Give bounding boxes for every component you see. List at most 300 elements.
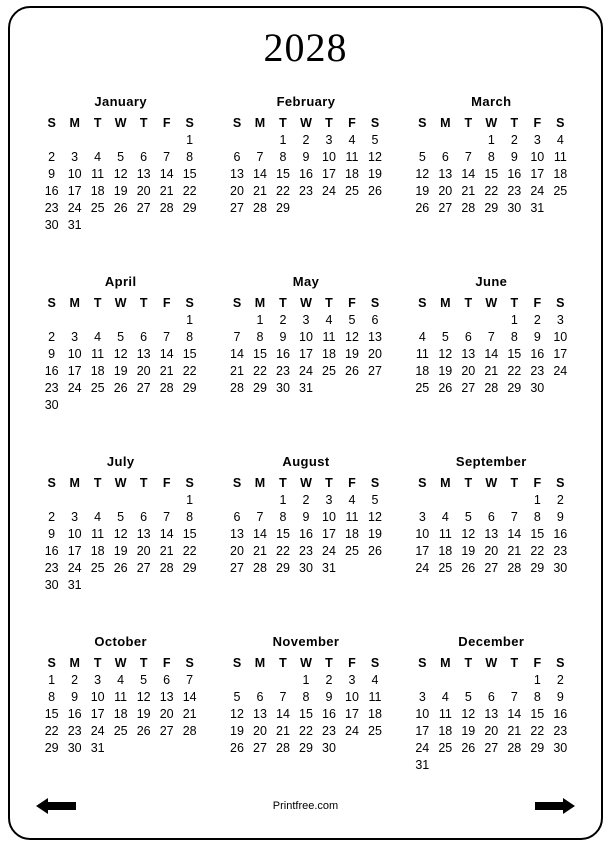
day-cell[interactable]: 10	[322, 149, 336, 164]
day-cell[interactable]: 28	[276, 740, 290, 755]
day-cell[interactable]: 8	[279, 149, 287, 164]
day-cell[interactable]: 24	[90, 723, 105, 738]
day-cell[interactable]: 3	[325, 132, 333, 147]
day-cell[interactable]: 22	[253, 363, 267, 378]
day-cell[interactable]: 5	[117, 149, 125, 164]
day-cell[interactable]: 11	[368, 689, 382, 704]
day-cell[interactable]: 28	[253, 200, 267, 215]
day-cell[interactable]: 2	[533, 312, 541, 327]
day-cell[interactable]: 18	[368, 706, 382, 721]
day-cell[interactable]: 6	[233, 509, 241, 524]
day-cell[interactable]: 6	[441, 149, 449, 164]
day-cell[interactable]: 2	[556, 672, 564, 687]
day-cell[interactable]: 1	[302, 672, 310, 687]
day-cell[interactable]: 29	[530, 560, 545, 575]
day-cell[interactable]: 14	[253, 526, 267, 541]
day-cell[interactable]: 18	[90, 543, 105, 558]
day-cell[interactable]: 23	[553, 723, 568, 738]
day-cell[interactable]: 26	[368, 183, 382, 198]
day-cell[interactable]: 13	[368, 329, 382, 344]
day-cell[interactable]: 3	[71, 149, 79, 164]
day-cell[interactable]: 8	[487, 149, 495, 164]
day-cell[interactable]: 25	[415, 380, 430, 395]
day-cell[interactable]: 7	[186, 672, 194, 687]
day-cell[interactable]: 25	[438, 740, 453, 755]
day-cell[interactable]: 5	[140, 672, 148, 687]
day-cell[interactable]: 13	[159, 689, 174, 704]
day-cell[interactable]: 7	[163, 149, 171, 164]
day-cell[interactable]: 29	[182, 560, 197, 575]
day-cell[interactable]: 22	[182, 183, 197, 198]
day-cell[interactable]: 27	[461, 380, 476, 395]
day-cell[interactable]: 16	[507, 166, 522, 181]
day-cell[interactable]: 29	[44, 740, 59, 755]
day-cell[interactable]: 24	[415, 740, 430, 755]
day-cell[interactable]: 15	[182, 526, 197, 541]
day-cell[interactable]: 18	[90, 183, 105, 198]
day-cell[interactable]: 28	[182, 723, 197, 738]
day-cell[interactable]: 31	[322, 560, 336, 575]
day-cell[interactable]: 17	[345, 706, 359, 721]
day-cell[interactable]: 21	[230, 363, 244, 378]
day-cell[interactable]: 31	[67, 577, 82, 592]
day-cell[interactable]: 4	[371, 672, 379, 687]
day-cell[interactable]: 8	[48, 689, 56, 704]
day-cell[interactable]: 11	[91, 526, 105, 541]
day-cell[interactable]: 11	[91, 346, 105, 361]
day-cell[interactable]: 23	[67, 723, 82, 738]
day-cell[interactable]: 10	[530, 149, 545, 164]
day-cell[interactable]: 11	[322, 329, 336, 344]
day-cell[interactable]: 27	[230, 200, 244, 215]
day-cell[interactable]: 21	[159, 363, 174, 378]
day-cell[interactable]: 15	[44, 706, 59, 721]
day-cell[interactable]: 27	[484, 740, 499, 755]
day-cell[interactable]: 1	[510, 312, 518, 327]
day-cell[interactable]: 22	[507, 363, 522, 378]
day-cell[interactable]: 14	[253, 166, 267, 181]
day-cell[interactable]: 2	[48, 509, 56, 524]
day-cell[interactable]: 25	[90, 200, 105, 215]
day-cell[interactable]: 13	[230, 526, 244, 541]
day-cell[interactable]: 15	[253, 346, 267, 361]
day-cell[interactable]: 9	[325, 689, 333, 704]
day-cell[interactable]: 17	[67, 543, 82, 558]
day-cell[interactable]: 26	[438, 380, 453, 395]
day-cell[interactable]: 29	[530, 740, 545, 755]
day-cell[interactable]: 17	[415, 543, 430, 558]
day-cell[interactable]: 29	[507, 380, 522, 395]
day-cell[interactable]: 22	[182, 543, 197, 558]
day-cell[interactable]: 23	[553, 543, 568, 558]
day-cell[interactable]: 17	[299, 346, 313, 361]
day-cell[interactable]: 30	[67, 740, 82, 755]
day-cell[interactable]: 28	[461, 200, 476, 215]
day-cell[interactable]: 12	[368, 149, 382, 164]
day-cell[interactable]: 22	[276, 183, 290, 198]
day-cell[interactable]: 7	[163, 329, 171, 344]
day-cell[interactable]: 12	[136, 689, 151, 704]
day-cell[interactable]: 22	[530, 543, 545, 558]
day-cell[interactable]: 20	[230, 183, 244, 198]
day-cell[interactable]: 30	[276, 380, 290, 395]
day-cell[interactable]: 30	[44, 217, 59, 232]
day-cell[interactable]: 18	[322, 346, 336, 361]
day-cell[interactable]: 30	[553, 740, 568, 755]
day-cell[interactable]: 26	[345, 363, 359, 378]
day-cell[interactable]: 6	[487, 689, 495, 704]
day-cell[interactable]: 25	[438, 560, 453, 575]
day-cell[interactable]: 11	[345, 509, 359, 524]
day-cell[interactable]: 31	[415, 757, 430, 772]
day-cell[interactable]: 16	[44, 363, 59, 378]
day-cell[interactable]: 26	[461, 740, 476, 755]
day-cell[interactable]: 14	[159, 526, 174, 541]
day-cell[interactable]: 28	[484, 380, 499, 395]
day-cell[interactable]: 21	[182, 706, 197, 721]
day-cell[interactable]: 17	[67, 183, 82, 198]
day-cell[interactable]: 7	[233, 329, 241, 344]
day-cell[interactable]: 20	[136, 363, 151, 378]
day-cell[interactable]: 7	[464, 149, 472, 164]
day-cell[interactable]: 24	[67, 560, 82, 575]
day-cell[interactable]: 15	[299, 706, 313, 721]
day-cell[interactable]: 5	[418, 149, 426, 164]
day-cell[interactable]: 8	[256, 329, 264, 344]
day-cell[interactable]: 21	[484, 363, 499, 378]
day-cell[interactable]: 6	[256, 689, 264, 704]
day-cell[interactable]: 2	[556, 492, 564, 507]
day-cell[interactable]: 19	[113, 543, 128, 558]
day-cell[interactable]: 14	[461, 166, 476, 181]
day-cell[interactable]: 30	[553, 560, 568, 575]
day-cell[interactable]: 19	[461, 723, 476, 738]
day-cell[interactable]: 13	[484, 526, 499, 541]
day-cell[interactable]: 10	[415, 706, 430, 721]
day-cell[interactable]: 27	[368, 363, 382, 378]
day-cell[interactable]: 19	[136, 706, 151, 721]
day-cell[interactable]: 30	[44, 397, 59, 412]
day-cell[interactable]: 3	[94, 672, 102, 687]
day-cell[interactable]: 14	[507, 526, 522, 541]
day-cell[interactable]: 6	[464, 329, 472, 344]
day-cell[interactable]: 13	[136, 346, 151, 361]
day-cell[interactable]: 15	[276, 526, 290, 541]
day-cell[interactable]: 26	[415, 200, 430, 215]
day-cell[interactable]: 9	[533, 329, 541, 344]
day-cell[interactable]: 15	[182, 346, 197, 361]
day-cell[interactable]: 21	[276, 723, 290, 738]
day-cell[interactable]: 4	[441, 509, 449, 524]
day-cell[interactable]: 24	[67, 380, 82, 395]
day-cell[interactable]: 13	[136, 526, 151, 541]
day-cell[interactable]: 13	[136, 166, 151, 181]
day-cell[interactable]: 12	[461, 526, 476, 541]
day-cell[interactable]: 3	[325, 492, 333, 507]
day-cell[interactable]: 18	[113, 706, 128, 721]
day-cell[interactable]: 14	[159, 166, 174, 181]
day-cell[interactable]: 16	[553, 526, 568, 541]
day-cell[interactable]: 20	[136, 183, 151, 198]
day-cell[interactable]: 8	[510, 329, 518, 344]
day-cell[interactable]: 15	[530, 706, 545, 721]
day-cell[interactable]: 5	[233, 689, 241, 704]
day-cell[interactable]: 23	[507, 183, 522, 198]
day-cell[interactable]: 6	[140, 509, 148, 524]
day-cell[interactable]: 23	[530, 363, 545, 378]
day-cell[interactable]: 2	[302, 492, 310, 507]
day-cell[interactable]: 19	[345, 346, 359, 361]
day-cell[interactable]: 10	[299, 329, 313, 344]
day-cell[interactable]: 2	[279, 312, 287, 327]
day-cell[interactable]: 4	[348, 492, 356, 507]
day-cell[interactable]: 27	[159, 723, 174, 738]
day-cell[interactable]: 12	[368, 509, 382, 524]
day-cell[interactable]: 10	[67, 166, 82, 181]
day-cell[interactable]: 11	[114, 689, 128, 704]
day-cell[interactable]: 7	[510, 689, 518, 704]
day-cell[interactable]: 5	[464, 689, 472, 704]
day-cell[interactable]: 25	[345, 183, 359, 198]
day-cell[interactable]: 19	[368, 526, 382, 541]
day-cell[interactable]: 26	[230, 740, 244, 755]
day-cell[interactable]: 10	[553, 329, 568, 344]
day-cell[interactable]: 3	[418, 689, 426, 704]
day-cell[interactable]: 15	[182, 166, 197, 181]
day-cell[interactable]: 28	[507, 560, 522, 575]
day-cell[interactable]: 8	[186, 149, 194, 164]
day-cell[interactable]: 3	[556, 312, 564, 327]
day-cell[interactable]: 23	[322, 723, 336, 738]
day-cell[interactable]: 19	[230, 723, 244, 738]
day-cell[interactable]: 25	[113, 723, 128, 738]
day-cell[interactable]: 20	[484, 723, 499, 738]
day-cell[interactable]: 6	[140, 329, 148, 344]
day-cell[interactable]: 13	[253, 706, 267, 721]
day-cell[interactable]: 3	[348, 672, 356, 687]
day-cell[interactable]: 7	[510, 509, 518, 524]
day-cell[interactable]: 20	[461, 363, 476, 378]
day-cell[interactable]: 28	[159, 200, 174, 215]
day-cell[interactable]: 3	[71, 329, 79, 344]
day-cell[interactable]: 13	[461, 346, 476, 361]
day-cell[interactable]: 2	[48, 149, 56, 164]
day-cell[interactable]: 24	[299, 363, 313, 378]
day-cell[interactable]: 29	[182, 200, 197, 215]
day-cell[interactable]: 20	[253, 723, 267, 738]
day-cell[interactable]: 26	[113, 200, 128, 215]
day-cell[interactable]: 6	[163, 672, 171, 687]
day-cell[interactable]: 12	[113, 526, 128, 541]
day-cell[interactable]: 23	[44, 380, 59, 395]
day-cell[interactable]: 3	[302, 312, 310, 327]
day-cell[interactable]: 8	[186, 509, 194, 524]
day-cell[interactable]: 21	[507, 723, 522, 738]
day-cell[interactable]: 12	[438, 346, 453, 361]
day-cell[interactable]: 25	[368, 723, 382, 738]
day-cell[interactable]: 17	[67, 363, 82, 378]
day-cell[interactable]: 13	[484, 706, 499, 721]
day-cell[interactable]: 26	[461, 560, 476, 575]
day-cell[interactable]: 1	[48, 672, 56, 687]
day-cell[interactable]: 27	[484, 560, 499, 575]
day-cell[interactable]: 16	[44, 183, 59, 198]
day-cell[interactable]: 30	[299, 560, 313, 575]
day-cell[interactable]: 24	[322, 183, 336, 198]
day-cell[interactable]: 4	[94, 509, 102, 524]
day-cell[interactable]: 8	[186, 329, 194, 344]
day-cell[interactable]: 23	[44, 560, 59, 575]
day-cell[interactable]: 19	[368, 166, 382, 181]
day-cell[interactable]: 9	[556, 689, 564, 704]
day-cell[interactable]: 29	[182, 380, 197, 395]
day-cell[interactable]: 4	[418, 329, 426, 344]
day-cell[interactable]: 29	[299, 740, 313, 755]
day-cell[interactable]: 13	[230, 166, 244, 181]
day-cell[interactable]: 3	[71, 509, 79, 524]
day-cell[interactable]: 30	[530, 380, 545, 395]
day-cell[interactable]: 2	[510, 132, 518, 147]
day-cell[interactable]: 28	[159, 560, 174, 575]
day-cell[interactable]: 12	[113, 166, 128, 181]
day-cell[interactable]: 21	[507, 543, 522, 558]
day-cell[interactable]: 5	[117, 509, 125, 524]
day-cell[interactable]: 16	[530, 346, 545, 361]
day-cell[interactable]: 25	[553, 183, 568, 198]
day-cell[interactable]: 12	[230, 706, 244, 721]
day-cell[interactable]: 3	[418, 509, 426, 524]
day-cell[interactable]: 20	[438, 183, 453, 198]
day-cell[interactable]: 22	[276, 543, 290, 558]
day-cell[interactable]: 1	[186, 492, 194, 507]
day-cell[interactable]: 19	[113, 183, 128, 198]
day-cell[interactable]: 2	[48, 329, 56, 344]
day-cell[interactable]: 30	[322, 740, 336, 755]
day-cell[interactable]: 9	[71, 689, 79, 704]
day-cell[interactable]: 5	[464, 509, 472, 524]
day-cell[interactable]: 9	[510, 149, 518, 164]
day-cell[interactable]: 22	[530, 723, 545, 738]
day-cell[interactable]: 21	[253, 543, 267, 558]
day-cell[interactable]: 14	[507, 706, 522, 721]
day-cell[interactable]: 29	[484, 200, 499, 215]
day-cell[interactable]: 1	[279, 492, 287, 507]
day-cell[interactable]: 30	[44, 577, 59, 592]
day-cell[interactable]: 24	[322, 543, 336, 558]
day-cell[interactable]: 19	[461, 543, 476, 558]
day-cell[interactable]: 29	[276, 200, 290, 215]
day-cell[interactable]: 1	[256, 312, 264, 327]
day-cell[interactable]: 26	[113, 380, 128, 395]
day-cell[interactable]: 23	[299, 183, 313, 198]
day-cell[interactable]: 17	[553, 346, 568, 361]
day-cell[interactable]: 30	[507, 200, 522, 215]
day-cell[interactable]: 18	[415, 363, 430, 378]
day-cell[interactable]: 8	[279, 509, 287, 524]
day-cell[interactable]: 9	[556, 509, 564, 524]
day-cell[interactable]: 27	[230, 560, 244, 575]
day-cell[interactable]: 21	[461, 183, 476, 198]
day-cell[interactable]: 9	[48, 526, 56, 541]
day-cell[interactable]: 14	[484, 346, 499, 361]
day-cell[interactable]: 22	[182, 363, 197, 378]
day-cell[interactable]: 15	[530, 526, 545, 541]
day-cell[interactable]: 14	[159, 346, 174, 361]
day-cell[interactable]: 14	[182, 689, 197, 704]
day-cell[interactable]: 31	[90, 740, 105, 755]
day-cell[interactable]: 31	[67, 217, 82, 232]
day-cell[interactable]: 5	[117, 329, 125, 344]
day-cell[interactable]: 1	[533, 492, 541, 507]
day-cell[interactable]: 20	[159, 706, 174, 721]
day-cell[interactable]: 15	[507, 346, 522, 361]
day-cell[interactable]: 11	[91, 166, 105, 181]
day-cell[interactable]: 15	[276, 166, 290, 181]
day-cell[interactable]: 22	[44, 723, 59, 738]
day-cell[interactable]: 31	[530, 200, 545, 215]
day-cell[interactable]: 27	[253, 740, 267, 755]
day-cell[interactable]: 26	[136, 723, 151, 738]
day-cell[interactable]: 16	[67, 706, 82, 721]
day-cell[interactable]: 11	[438, 706, 452, 721]
day-cell[interactable]: 7	[279, 689, 287, 704]
day-cell[interactable]: 23	[276, 363, 290, 378]
day-cell[interactable]: 24	[67, 200, 82, 215]
day-cell[interactable]: 9	[48, 166, 56, 181]
arrow-right-icon[interactable]	[535, 798, 575, 814]
day-cell[interactable]: 16	[44, 543, 59, 558]
day-cell[interactable]: 7	[163, 509, 171, 524]
day-cell[interactable]: 6	[371, 312, 379, 327]
day-cell[interactable]: 24	[530, 183, 545, 198]
day-cell[interactable]: 1	[279, 132, 287, 147]
day-cell[interactable]: 13	[438, 166, 453, 181]
day-cell[interactable]: 9	[302, 149, 310, 164]
day-cell[interactable]: 4	[556, 132, 564, 147]
day-cell[interactable]: 20	[368, 346, 382, 361]
day-cell[interactable]: 7	[256, 149, 264, 164]
day-cell[interactable]: 1	[186, 132, 194, 147]
day-cell[interactable]: 4	[348, 132, 356, 147]
day-cell[interactable]: 2	[302, 132, 310, 147]
day-cell[interactable]: 25	[90, 380, 105, 395]
day-cell[interactable]: 24	[345, 723, 359, 738]
day-cell[interactable]: 16	[276, 346, 290, 361]
day-cell[interactable]: 22	[484, 183, 499, 198]
day-cell[interactable]: 21	[253, 183, 267, 198]
day-cell[interactable]: 10	[90, 689, 105, 704]
day-cell[interactable]: 1	[487, 132, 495, 147]
day-cell[interactable]: 9	[279, 329, 287, 344]
day-cell[interactable]: 26	[113, 560, 128, 575]
day-cell[interactable]: 16	[322, 706, 336, 721]
day-cell[interactable]: 23	[299, 543, 313, 558]
day-cell[interactable]: 4	[94, 149, 102, 164]
day-cell[interactable]: 31	[299, 380, 313, 395]
day-cell[interactable]: 18	[553, 166, 568, 181]
day-cell[interactable]: 5	[371, 132, 379, 147]
day-cell[interactable]: 19	[438, 363, 453, 378]
day-cell[interactable]: 19	[113, 363, 128, 378]
day-cell[interactable]: 28	[159, 380, 174, 395]
day-cell[interactable]: 17	[530, 166, 545, 181]
day-cell[interactable]: 11	[345, 149, 359, 164]
day-cell[interactable]: 18	[438, 723, 453, 738]
day-cell[interactable]: 27	[136, 560, 151, 575]
day-cell[interactable]: 27	[136, 380, 151, 395]
day-cell[interactable]: 1	[186, 312, 194, 327]
day-cell[interactable]: 8	[302, 689, 310, 704]
